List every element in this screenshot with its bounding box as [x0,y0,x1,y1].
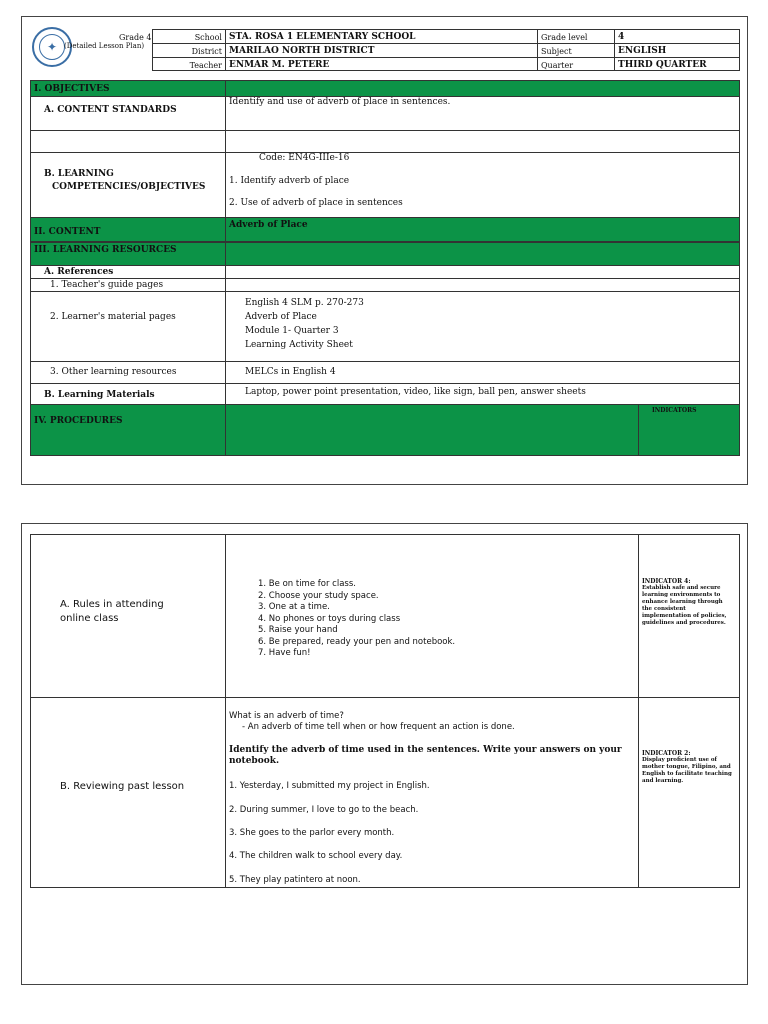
procedures-row [30,404,740,456]
indicator-4-text: Establish safe and secure learning environments to enhance learning through the consistent implementation of policies, guidelines and procedures. [642,585,727,626]
review-question: What is an adverb of time? [229,711,344,721]
rules-label-2: online class [60,613,119,624]
learners-material-line-4: Learning Activity Sheet [245,340,353,350]
grade-level-label: Grade level [541,33,588,42]
teacher-label: Teacher [189,61,222,70]
review-label: B. Reviewing past lesson [60,781,185,792]
content-standards-label: A. CONTENT STANDARDS [44,105,177,115]
indicator-2-title: INDICATOR 2: [642,750,691,757]
quarter-value: THIRD QUARTER [618,60,707,70]
rule-item: 5. Raise your hand [258,625,338,635]
review-sentence: 1. Yesterday, I submitted my project in English. [229,781,430,791]
other-resources-label: 3. Other learning resources [50,367,177,377]
content-row [30,217,740,242]
review-instruction-2: notebook. [229,756,280,766]
rule-item: 1. Be on time for class. [258,579,356,589]
deped-seal-icon: ✦ [32,27,72,67]
grade-level-value: 4 [618,32,625,42]
references-label: A. References [44,267,114,277]
content-label: II. CONTENT [34,227,101,237]
objectives-heading: I. OBJECTIVES [34,84,110,94]
plan-type: (Detailed Lesson Plan) [64,42,145,50]
learners-material-line-3: Module 1- Quarter 3 [245,326,339,336]
procedures-heading: IV. PROCEDURES [34,416,123,426]
teachers-guide-label: 1. Teacher's guide pages [50,280,164,290]
subject-label: Subject [541,47,572,56]
indicator-4-title: INDICATOR 4: [642,578,691,585]
indicator-2-text: Display proficient use of mother tongue, Filipino, and English to facilitate teaching and learning. [642,757,732,784]
review-sentence: 3. She goes to the parlor every month. [229,828,395,838]
indicators-label: INDICATORS [652,407,697,414]
grade-title: Grade 4 [119,33,152,42]
review-instruction-1: Identify the adverb of time used in the sentences. Write your answers on your [229,745,622,755]
rule-item: 2. Choose your study space. [258,590,379,601]
learning-materials-value: Laptop, power point presentation, video, like sign, ball pen, answer sheets [245,387,586,397]
resources-heading: III. LEARNING RESOURCES [34,245,177,255]
teacher-value: ENMAR M. PETERE [229,60,330,70]
objective-2: 2. Use of adverb of place in sentences [229,198,403,208]
subject-value: ENGLISH [618,46,667,56]
school-label: School [194,33,222,42]
competency-code: Code: EN4G-IIIe-16 [259,153,350,163]
rule-item: 4. No phones or toys during class [258,613,401,624]
rule-item: 3. One at a time. [258,602,330,612]
district-label: District [191,47,222,56]
learners-material-label: 2. Learner's material pages [50,312,176,322]
review-sentence: 4. The children walk to school every day. [229,851,403,861]
content-standards-value: Identify and use of adverb of place in sentences. [229,97,451,107]
school-value: STA. ROSA 1 ELEMENTARY SCHOOL [229,32,416,42]
objectives-heading-row [30,80,740,97]
review-sentence: 2. During summer, I love to go to the beach. [229,805,419,815]
competencies-label-2: COMPETENCIES/OBJECTIVES [52,182,206,192]
district-value: MARILAO NORTH DISTRICT [229,46,375,56]
other-resources-value: MELCs in English 4 [245,367,336,377]
learning-materials-label: B. Learning Materials [44,390,155,400]
competencies-label-1: B. LEARNING [44,169,114,179]
learners-material-line-1: English 4 SLM p. 270-273 [245,298,364,308]
review-sentence: 5. They play patintero at noon. [229,875,361,885]
quarter-label: Quarter [541,61,574,70]
rule-item: 6. Be prepared, ready your pen and notebook. [258,636,456,647]
rules-label-1: A. Rules in attending [60,599,164,610]
review-answer: - An adverb of time tell when or how frequent an action is done. [242,722,515,732]
rule-item: 7. Have fun! [258,648,311,658]
learners-material-line-2: Adverb of Place [245,312,317,322]
lesson-plan-page-1 [21,16,748,485]
objective-1: 1. Identify adverb of place [229,176,350,186]
content-value: Adverb of Place [229,220,308,230]
rules-list [258,579,455,660]
lesson-plan-page-2 [21,523,748,985]
